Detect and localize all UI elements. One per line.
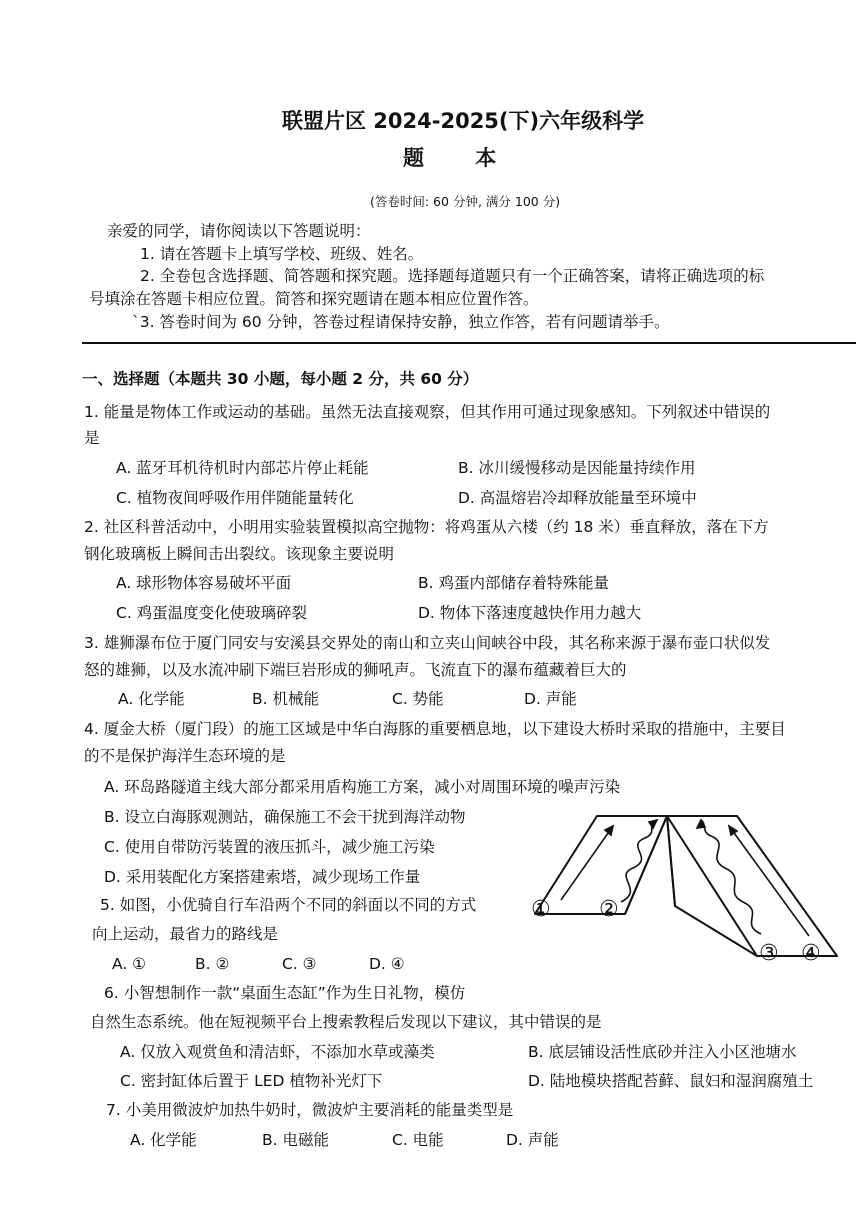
- path-2-line: [621, 820, 657, 902]
- section-heading: 一、选择题（本题共 30 小题，每小题 2 分，共 60 分）: [82, 370, 479, 388]
- q3-option-c: C. 势能: [392, 690, 444, 708]
- q6-option-d: D. 陆地模块搭配苔藓、鼠妇和湿润腐殖土: [528, 1072, 814, 1090]
- q1-option-c: C. 植物夜间呼吸作用伴随能量转化: [116, 489, 354, 507]
- q4-stem-line-2: 的不是保护海洋生态环境的是: [84, 747, 286, 765]
- page-subtitle: 题 本: [403, 146, 519, 170]
- q6-option-b: B. 底层铺设活性底砂并注入小区池塘水: [528, 1043, 797, 1061]
- q5-stem-line-2: 向上运动，最省力的路线是: [92, 925, 279, 943]
- q4-option-b: B. 设立白海豚观测站，确保施工不会干扰到海洋动物: [104, 808, 466, 826]
- q4-option-d: D. 采用装配化方案搭建索塔，减少现场工作量: [104, 868, 421, 886]
- q1-stem-line-2: 是: [84, 429, 100, 447]
- q3-option-b: B. 机械能: [252, 690, 319, 708]
- time-info: (答卷时间: 60 分钟, 满分 100 分): [370, 194, 561, 209]
- q5-incline-figure: [525, 810, 845, 980]
- figure-label-2: ②: [599, 897, 619, 922]
- q4-option-a: A. 环岛路隧道主线大部分都采用盾构施工方案，减小对周围环境的噪声污染: [104, 778, 621, 796]
- q1-option-b: B. 冰川缓慢移动是因能量持续作用: [458, 459, 696, 477]
- q1-stem-line-1: 1. 能量是物体工作或运动的基础。虽然无法直接观察，但其作用可通过现象感知。下列叙述中错误的: [84, 403, 771, 421]
- instructions-greeting: 亲爱的同学，请你阅读以下答题说明：: [107, 222, 371, 240]
- q5-option-c: C. ③: [282, 955, 317, 973]
- q2-stem-line-2: 钢化玻璃板上瞬间击出裂纹。该现象主要说明: [84, 545, 395, 563]
- q3-option-d: D. 声能: [524, 690, 577, 708]
- q2-option-b: B. 鸡蛋内部储存着特殊能量: [418, 574, 609, 592]
- figure-label-3: ③: [759, 941, 779, 966]
- q6-stem-line-2: 自然生态系统。他在短视频平台上搜索教程后发现以下建议，其中错误的是: [90, 1013, 602, 1031]
- path-4-line: [729, 826, 809, 936]
- q6-option-c: C. 密封缸体后置于 LED 植物补光灯下: [120, 1072, 383, 1090]
- q2-option-c: C. 鸡蛋温度变化使玻璃碎裂: [116, 604, 308, 622]
- instruction-item-2-line-1: 2. 全卷包含选择题、简答题和探究题。选择题每道题只有一个正确答案，请将正确选项的标: [140, 267, 765, 285]
- q2-option-a: A. 球形物体容易破坏平面: [116, 574, 292, 592]
- q5-option-a: A. ①: [112, 955, 147, 973]
- instruction-item-1: 1. 请在答题卡上填写学校、班级、姓名。: [140, 245, 424, 263]
- q7-option-a: A. 化学能: [130, 1131, 197, 1149]
- q1-option-d: D. 高温熔岩冷却释放能量至环境中: [458, 489, 697, 507]
- path-1-line: [561, 826, 613, 900]
- q3-option-a: A. 化学能: [118, 690, 185, 708]
- q3-stem-line-2: 怒的雄狮，以及水流冲刷下端巨岩形成的狮吼声。飞流直下的瀑布蕴藏着巨大的: [84, 661, 627, 679]
- right-slope-surface: [667, 816, 837, 956]
- q5-option-d: D. ④: [369, 955, 405, 973]
- q4-stem-line-1: 4. 厦金大桥（厦门段）的施工区域是中华白海豚的重要栖息地，以下建设大桥时采取的措施中，主要目: [84, 720, 786, 738]
- q6-option-a: A. 仅放入观赏鱼和清洁虾，不添加水草或藻类: [120, 1043, 435, 1061]
- figure-label-1: ①: [531, 897, 551, 922]
- q6-stem-line-1: 6. 小智想制作一款“桌面生态缸”作为生日礼物，模仿: [104, 984, 466, 1002]
- page-title: 联盟片区 2024-2025(下)六年级科学: [282, 109, 645, 133]
- q7-stem: 7. 小美用微波炉加热牛奶时，微波炉主要消耗的能量类型是: [106, 1101, 514, 1119]
- header-divider: [82, 342, 856, 344]
- q1-option-a: A. 蓝牙耳机待机时内部芯片停止耗能: [116, 459, 369, 477]
- q4-option-c: C. 使用自带防污装置的液压抓斗，减少施工污染: [104, 838, 435, 856]
- q2-option-d: D. 物体下落速度越快作用力越大: [418, 604, 642, 622]
- q7-option-c: C. 电能: [392, 1131, 444, 1149]
- q5-option-b: B. ②: [195, 955, 230, 973]
- q3-stem-line-1: 3. 雄狮瀑布位于厦门同安与安溪县交界处的南山和立夹山间峡谷中段，其名称来源于瀑布壶口状似发: [84, 634, 771, 652]
- q7-option-d: D. 声能: [506, 1131, 559, 1149]
- instruction-item-3: `3. 答卷时间为 60 分钟，答卷过程请保持安静，独立作答，若有问题请举手。: [132, 313, 670, 331]
- q7-option-b: B. 电磁能: [262, 1131, 329, 1149]
- instruction-item-2-line-2: 号填涂在答题卡相应位置。简答和探究题请在题本相应位置作答。: [89, 290, 539, 308]
- q2-stem-line-1: 2. 社区科普活动中，小明用实验装置模拟高空抛物：将鸡蛋从六楼（约 18 米）垂直释放，落在下方: [84, 518, 769, 536]
- q5-stem-line-1: 5. 如图，小优骑自行车沿两个不同的斜面以不同的方式: [100, 896, 477, 914]
- figure-label-4: ④: [801, 941, 821, 966]
